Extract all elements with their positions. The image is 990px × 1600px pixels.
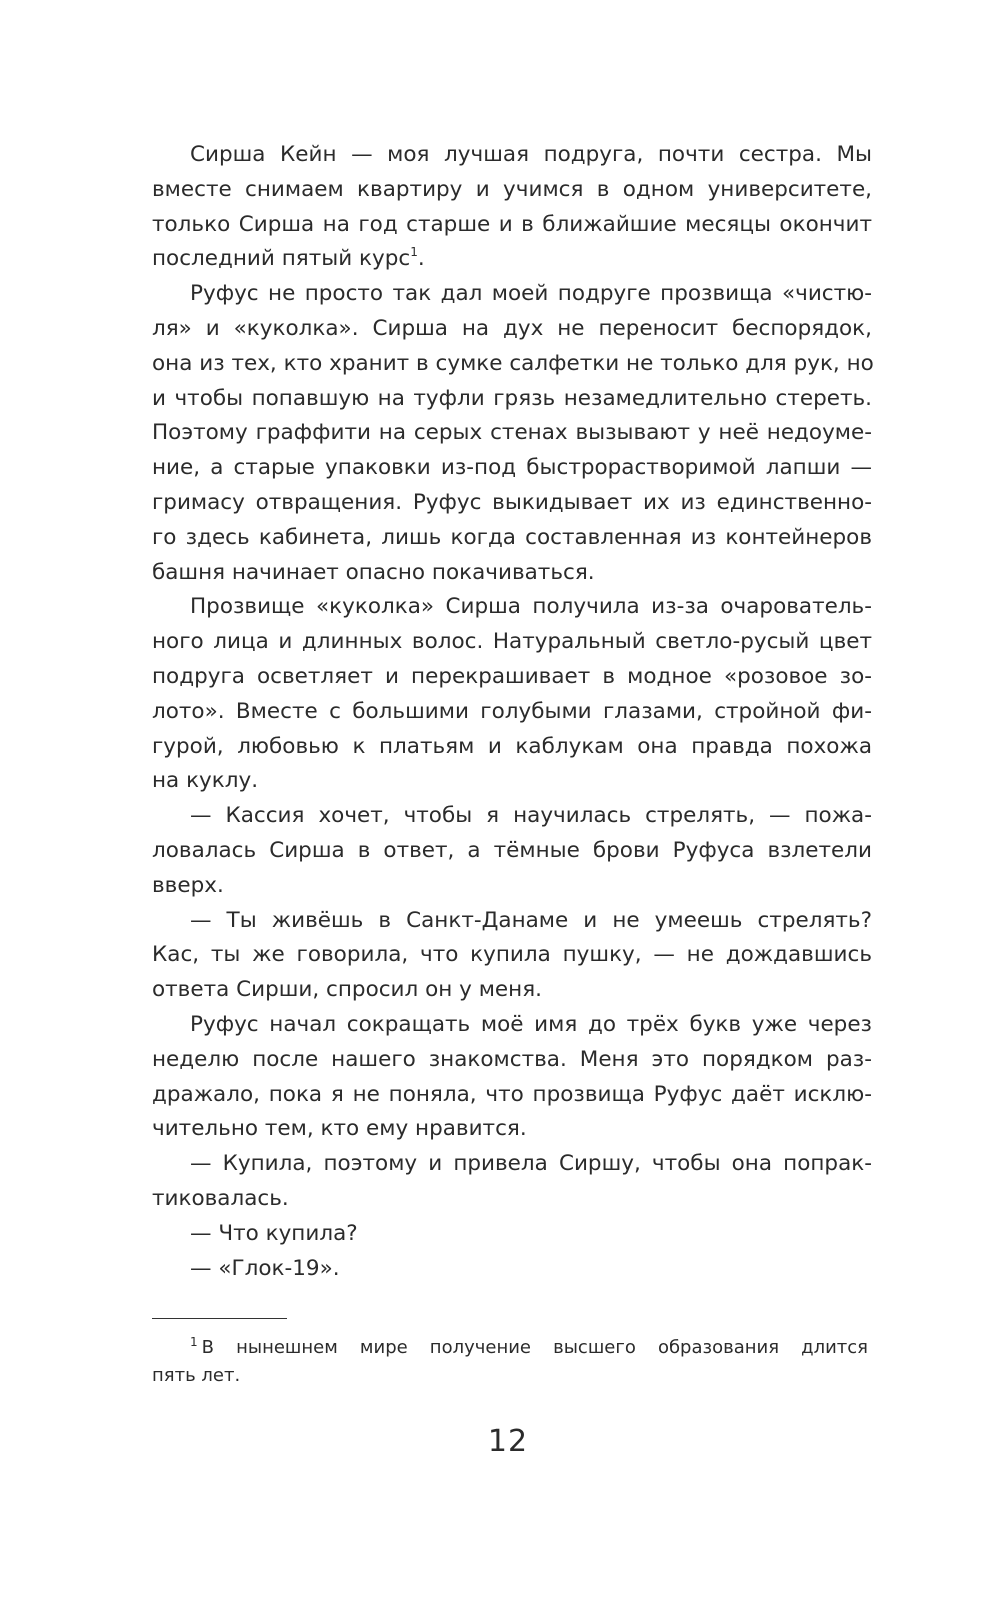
footnote-divider [152,1318,287,1319]
text-line: ного лица и длинных волос. Натуральный светло-русый цвет [152,629,872,655]
text-line: — «Глок-19». [190,1255,340,1281]
text-line: тиковалась. [152,1185,289,1211]
body-text [152,138,872,1286]
text-line: Поэтому граффити на серых стенах вызывают у неё недоуме- [152,420,872,446]
text-line: башня начинает опасно покачиваться. [152,559,595,585]
text-line: вверх. [152,872,224,898]
text-line: — Что купила? [190,1220,358,1246]
text-line-with-footnote [152,242,872,277]
text-line: ответа Сирши, спросил он у меня. [152,977,542,1003]
text-line: Руфус не просто так дал моей подруге прозвища «чистю- [190,281,872,307]
text-line: ловалась Сирша в ответ, а тёмные брови Руфуса взлетели [152,837,872,863]
page-number: 12 [487,1424,529,1459]
text-line: Руфус начал сокращать моё имя до трёх букв уже через [190,1011,872,1037]
text-line: гурой, любовью к платьям и каблукам она правда похожа [152,733,872,759]
text-line: — Кассия хочет, чтобы я научилась стрелять, — пожа- [190,803,872,829]
text-line: вместе снимаем квартиру и учимся в одном университете, [152,176,872,202]
text-line: ля» и «куколка». Сирша на дух не переносит беспорядок, [152,315,872,341]
text-line: она из тех, кто хранит в сумке салфетки не только для рук, но [152,350,874,376]
text-line: и чтобы попавшую на туфли грязь незамедлительно стереть. [152,385,872,411]
text-line: Кас, ты же говорила, что купила пушку, — не дождавшись [152,942,872,968]
text-line: Прозвище «куколка» Сирша получила из-за очарователь- [190,594,872,620]
text-line: подруга осветляет и перекрашивает в модное «розовое зо- [152,663,872,689]
text-line: ние, а старые упаковки из-под быстрорастворимой лапши — [152,455,872,481]
text-line: гримасу отвращения. Руфус выкидывает их из единственно- [152,489,872,515]
text-fragment: последний пятый курс [152,246,411,272]
text-line: неделю после нашего знакомства. Меня это порядком раз- [152,1046,872,1072]
text-line: — Ты живёшь в Санкт-Данаме и не умеешь стрелять? [190,907,872,933]
footnote [152,1334,868,1390]
text-line: го здесь кабинета, лишь когда составленная из контейнеров [152,524,872,550]
text-line: на куклу. [152,768,259,794]
text-line: Сирша Кейн — моя лучшая подруга, почти сестра. Мы [190,142,872,167]
text-line: лото». Вместе с большими голубыми глазами, стройной фи- [152,698,872,724]
text-line: дражало, пока я не поняла, что прозвища Руфус даёт исклю- [152,1081,872,1107]
text-line: только Сирша на год старше и в ближайшие месяцы окончит [152,211,872,237]
footnote-marker: 1 [190,1335,198,1349]
text-line: чительно тем, кто ему нравится. [152,1116,527,1142]
footnote-line [152,1334,868,1362]
footnote-line: пять лет. [152,1365,241,1386]
footnote-reference: 1 [410,245,418,260]
text-fragment: . [417,246,425,272]
text-line: — Купила, поэтому и привела Сиршу, чтобы она попрак- [190,1151,872,1177]
footnote-text: В нынешнем мире получение высшего образования длится [201,1337,868,1358]
